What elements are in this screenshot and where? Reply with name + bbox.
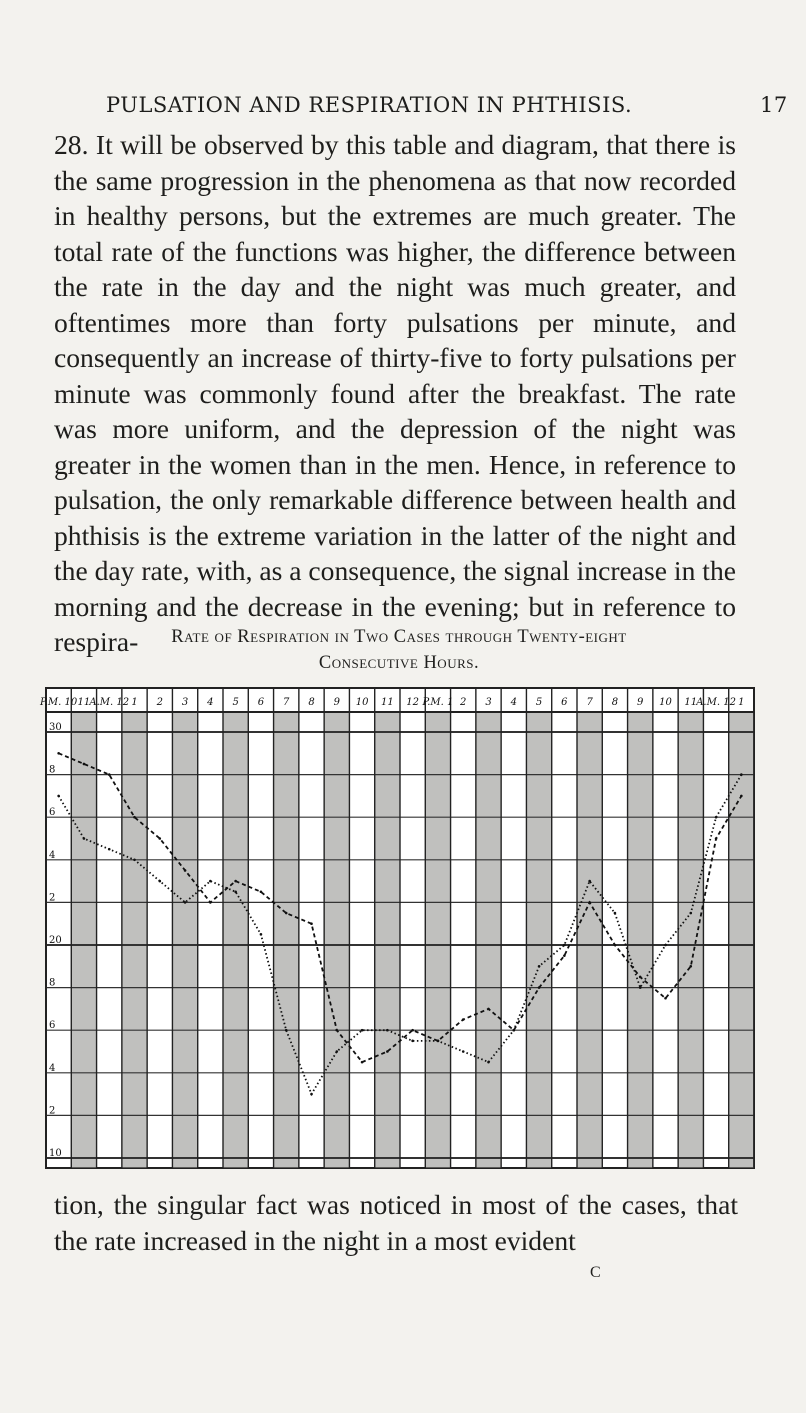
data-point xyxy=(184,869,187,872)
data-point xyxy=(664,997,667,1000)
caption-line-1: Rate of Respiration in Two Cases through Twenty-eight xyxy=(171,627,627,647)
running-head-title: PULSATION AND RESPIRATION IN PHTHISIS. xyxy=(106,93,633,117)
hour-label: 2 xyxy=(460,697,467,708)
data-point xyxy=(462,1018,465,1021)
data-point xyxy=(158,837,161,840)
data-point xyxy=(512,1029,515,1032)
y-tick-label: 10 xyxy=(49,1148,62,1159)
hatched-column xyxy=(324,712,349,1168)
data-point xyxy=(133,816,136,819)
y-tick-label: 20 xyxy=(49,935,62,946)
hour-label: 8 xyxy=(611,697,619,708)
data-point xyxy=(234,890,237,893)
data-point xyxy=(588,901,591,904)
chart-caption xyxy=(54,624,744,676)
hour-label: 5 xyxy=(535,697,543,708)
y-tick-label: 8 xyxy=(49,977,56,989)
hatched-column xyxy=(172,712,197,1168)
data-point xyxy=(588,880,591,883)
data-point xyxy=(285,1029,288,1032)
data-point xyxy=(614,912,617,915)
hour-label: 12 xyxy=(406,697,420,708)
data-point xyxy=(563,954,566,957)
y-tick-label: 2 xyxy=(49,1105,56,1117)
caption-line-2: Consecutive Hours. xyxy=(318,653,480,673)
hatched-column xyxy=(577,712,602,1168)
continuation-paragraph: tion, the singular fact was noticed in most of the cases, that the rate increased in the night in a most evident xyxy=(54,1189,738,1256)
hour-label: A.M. 12 xyxy=(696,697,736,708)
hour-label: 4 xyxy=(207,697,214,708)
hour-label: 8 xyxy=(308,697,315,708)
data-point xyxy=(639,986,642,989)
data-point xyxy=(614,944,617,947)
hatched-column xyxy=(678,712,703,1168)
hatched-column xyxy=(526,712,551,1168)
data-point xyxy=(411,1029,414,1032)
y-tick-label: 2 xyxy=(49,892,56,904)
hour-label: P.M. 10 xyxy=(40,697,78,708)
hour-label: 1 xyxy=(131,697,138,708)
data-point xyxy=(83,837,86,840)
hour-label: 9 xyxy=(333,697,340,708)
data-point xyxy=(158,880,161,883)
data-point xyxy=(437,1040,440,1043)
hour-label: 7 xyxy=(586,697,593,708)
data-point xyxy=(715,816,718,819)
hour-label: 10 xyxy=(355,697,369,708)
data-point xyxy=(209,880,212,883)
data-point xyxy=(310,922,313,925)
hatched-column xyxy=(628,712,653,1168)
data-point xyxy=(639,976,642,979)
hour-label: 3 xyxy=(485,697,492,708)
data-point xyxy=(538,986,541,989)
hatched-column xyxy=(425,712,450,1168)
hour-label: 6 xyxy=(561,697,568,708)
hatched-column xyxy=(476,712,501,1168)
data-point xyxy=(740,773,743,776)
y-tick-label: 30 xyxy=(49,722,62,733)
data-point xyxy=(57,795,60,798)
data-point xyxy=(260,890,263,893)
data-point xyxy=(108,773,111,776)
data-point xyxy=(386,1050,389,1053)
y-tick-label: 4 xyxy=(49,1062,56,1074)
data-point xyxy=(361,1029,364,1032)
data-point xyxy=(83,763,86,766)
hour-label: 2 xyxy=(156,697,163,708)
hatched-column xyxy=(71,712,96,1168)
data-point xyxy=(57,752,60,755)
data-point xyxy=(411,1040,414,1043)
y-tick-label: 6 xyxy=(49,1020,56,1032)
data-point xyxy=(285,912,288,915)
hour-label: 11 xyxy=(380,697,394,708)
y-tick-label: 6 xyxy=(49,807,56,819)
data-point xyxy=(487,1061,490,1064)
data-point xyxy=(538,965,541,968)
body-paragraph: 28. It will be observed by this table and diagram, that there is the same progression in the phenomena as that now recorded in healthy persons, but the extremes are much greater. The total rate of the functions was higher, the difference between the rate in the day and the night was much greater, and oftentimes more than forty pulsations per minute, and consequently an increase of thirty-five to forty pulsations per minute was commonly found after the breakfast. The rate was more uniform, and the depression of the night was greater in the women than in the men. Hence, in reference to pulsation, the only remarkable difference between health and phthisis is the extreme variation in the latter of the night and the day rate, with, as a consequence, the signal increase in the morning and the decrease in the evening; but in reference to respira- xyxy=(54,129,736,657)
data-point xyxy=(462,1050,465,1053)
data-point xyxy=(108,848,111,851)
data-point xyxy=(487,1008,490,1011)
data-point xyxy=(260,933,263,936)
data-point xyxy=(335,1029,338,1032)
signature-mark: C xyxy=(590,1264,601,1281)
data-point xyxy=(234,880,237,883)
data-point xyxy=(740,795,743,798)
hour-label: 5 xyxy=(232,697,239,708)
hour-label: A.M. 12 xyxy=(89,697,130,708)
hatched-column xyxy=(122,712,147,1168)
hour-label: 9 xyxy=(637,697,644,708)
hour-label: P.M. 1 xyxy=(422,697,454,708)
hatched-column xyxy=(729,712,754,1168)
data-point xyxy=(664,944,667,947)
respiration-chart xyxy=(40,688,754,1168)
hatched-column xyxy=(223,712,248,1168)
hour-label: 3 xyxy=(181,697,189,708)
data-point xyxy=(133,859,136,862)
hour-label: 7 xyxy=(283,697,290,708)
y-tick-label: 8 xyxy=(49,764,56,776)
data-point xyxy=(689,912,692,915)
hour-label: 6 xyxy=(257,697,265,708)
page-number: 17 xyxy=(760,93,788,117)
data-point xyxy=(563,944,566,947)
data-point xyxy=(361,1061,364,1064)
hour-label: 1 xyxy=(738,697,745,708)
data-point xyxy=(184,901,187,904)
hatched-column xyxy=(274,712,299,1168)
data-point xyxy=(335,1050,338,1053)
hour-label: 11 xyxy=(684,697,698,708)
data-point xyxy=(209,901,212,904)
data-point xyxy=(386,1029,389,1032)
hour-label: 10 xyxy=(659,697,672,708)
data-point xyxy=(715,837,718,840)
hour-label: 4 xyxy=(510,697,517,708)
data-point xyxy=(310,1093,313,1096)
hour-label: 11 xyxy=(77,697,91,708)
y-tick-label: 4 xyxy=(49,849,56,861)
hatched-column xyxy=(375,712,400,1168)
data-point xyxy=(689,965,692,968)
